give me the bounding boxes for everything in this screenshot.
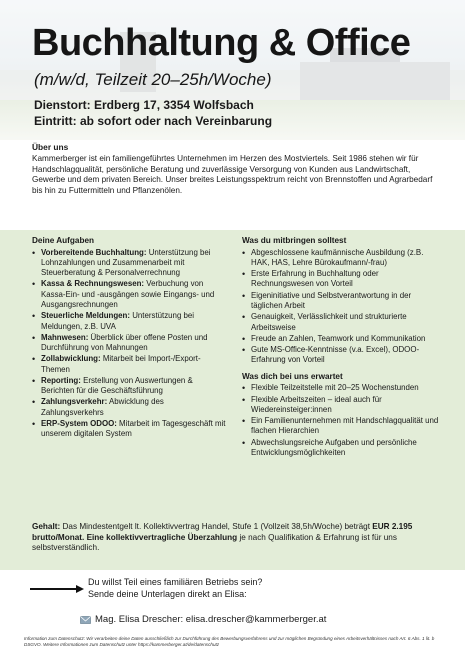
cta-line-1: Du willst Teil eines familiären Betriebs sein? (88, 577, 263, 587)
salary-section (32, 522, 444, 554)
task-text: Unterstützung bei Meldungen, z.B. UVA (41, 311, 195, 331)
salary-amount: EUR 2.195 brutto/Monat. Eine kollektivvertragliche Überzahlung (32, 522, 413, 542)
job-subtitle: (m/w/d, Teilzeit 20–25h/Woche) (34, 70, 272, 89)
list-item (32, 376, 228, 397)
task-title: Reporting: (41, 375, 81, 385)
task-text: Mitarbeit bei Import-/Export-Themen (41, 354, 201, 374)
salary-text-1: Das Mindestentgelt lt. Kollektivvertrag Handel, Stufe 1 (Vollzeit 38,5h/Woche) beträgt (60, 522, 373, 531)
arrow-right-icon (30, 584, 84, 594)
tasks-heading: Deine Aufgaben (32, 236, 95, 245)
list-item (32, 354, 228, 375)
task-title: ERP-System ODOO: (41, 418, 117, 428)
task-title: Steuerliche Meldungen: (41, 311, 131, 321)
task-text: Überblick über offene Posten und Durchführung von Mahnungen (41, 332, 208, 353)
about-text: Kammerberger ist ein familiengeführtes Unternehmen im Herzen des Mostviertels. Seit 1986 stehen wir für Handschlagqualität, persönliche Beratung und zuverlässige Versorgung von Kunden aus Landwirtschaft, Gewerbe und dem privaten Bereich. Unser breites Leistungsspektrum reicht von Brennstoffen und Agrarbedarf bis hin zu Futtermitteln und Pflanzenölen. (32, 153, 433, 195)
task-title: Zahlungsverkehr: (41, 397, 108, 407)
requirements-section (242, 236, 442, 459)
task-title: Kassa & Rechnungswesen: (41, 279, 145, 289)
task-title: Mahnwesen: (41, 332, 89, 342)
cta-line-2: Sende deine Unterlagen direkt an Elisa: (88, 588, 247, 599)
task-text: Erstellung von Auswertungen & Berichten für die Geschäftsführung (41, 375, 193, 396)
list-item: • Freude an Zahlen, Teamwork und Kommunikation (242, 334, 442, 344)
list-item: • Eigeninitiative und Selbstverantwortung in der täglichen Arbeit (242, 291, 442, 312)
list-item (32, 397, 228, 418)
task-text: Verbuchung von Kassa-Ein- und -ausgängen sowie Eingangs- und Ausgangsrechnungen (41, 279, 215, 309)
list-item (32, 333, 228, 354)
list-item: • Abgeschlossene kaufmännische Ausbildung (z.B. HAK, HAS, Lehre Bürokaufmann/-frau) (242, 248, 442, 269)
list-item: • Genauigkeit, Verlässlichkeit und strukturierte Arbeitsweise (242, 312, 442, 333)
contact-line[interactable] (80, 614, 326, 625)
list-item: • Flexible Teilzeitstelle mit 20–25 Wochenstunden (242, 383, 442, 393)
job-title: Buchhaltung & Office (32, 22, 411, 64)
benefits-list (242, 383, 442, 458)
task-title: Zollabwicklung: (41, 354, 101, 364)
task-text: Abwicklung des Zahlungsverkehrs (41, 397, 164, 417)
task-title: Vorbereitende Buchhaltung: (41, 247, 147, 257)
contact-email[interactable]: Mag. Elisa Drescher: elisa.drescher@kammerberger.at (95, 614, 327, 625)
requirements-heading: Was du mitbringen solltest (242, 236, 347, 245)
start-date: Eintritt: ab sofort oder nach Vereinbarung (34, 114, 273, 128)
mail-icon (80, 615, 91, 625)
list-item: • Erste Erfahrung in Buchhaltung oder Rechnungswesen von Vorteil (242, 269, 442, 290)
task-text: Unterstützung bei Lohnzahlungen und Zusammenarbeit mit Steuerberatung & Personalverrechnung (41, 247, 211, 278)
requirements-list (242, 248, 442, 366)
benefits-heading: Was dich bei uns erwartet (242, 371, 343, 381)
tasks-list (32, 248, 228, 440)
list-item: • Abwechslungsreiche Aufgaben und persönliche Entwicklungsmöglichkeiten (242, 438, 442, 459)
about-section (32, 142, 442, 197)
list-item: • Gute MS-Office-Kenntnisse (v.a. Excel), ODOO-Erfahrung von Vorteil (242, 345, 442, 366)
privacy-notice: Information zum Datenschutz: Wir verarbeiten deine Daten ausschließlich zur Durchführung des Bewerbungsverfahrens und zur möglichen Begründung eines Arbeitsverhältnisses nach Art. 6 Abs. 1 lit. b DSGVO. Weitere Informationen zum Datenschutz unter https://kammerberger.at/de/datenschutz (24, 636, 435, 648)
salary-label: Gehalt: (32, 522, 61, 531)
salary-text-2: je nach Qualifikation & Erfahrung ist für uns selbstverständlich. (32, 532, 397, 553)
list-item: • Ein Familienunternehmen mit Handschlagqualität und flachen Hierarchien (242, 416, 442, 437)
list-item: • Flexible Arbeitszeiten – ideal auch für Wiedereinsteiger:innen (242, 395, 442, 416)
work-location: Dienstort: Erdberg 17, 3354 Wolfsbach (34, 98, 254, 112)
tasks-section (32, 236, 228, 440)
about-heading: Über uns (32, 142, 69, 152)
call-to-action (88, 577, 262, 600)
list-item (32, 248, 228, 279)
list-item (32, 311, 228, 332)
task-text: Mitarbeit im Tagesgeschäft mit unserem digitalen System (41, 418, 226, 439)
list-item (32, 279, 228, 310)
list-item (32, 419, 228, 440)
